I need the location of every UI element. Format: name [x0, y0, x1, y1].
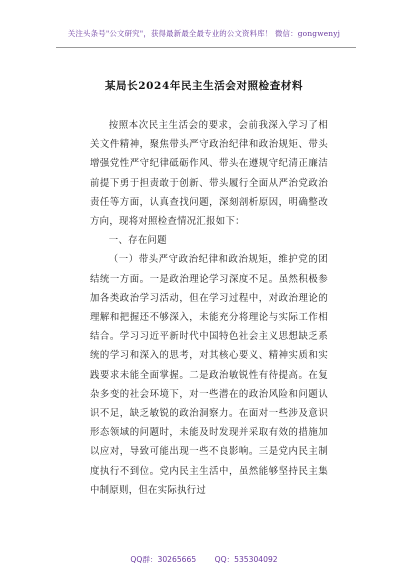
document-title: 某局长2024年民主生活会对照检查材料 — [104, 80, 304, 92]
header-note: 关注头条号"公文研究"，获得最新最全最专业的公文资料库！ 微信：gongwenyj — [67, 29, 341, 38]
section-heading: 一、存在问题 — [108, 235, 167, 247]
document-body — [90, 116, 328, 500]
qq-group: QQ群：30265665 — [130, 555, 197, 564]
body-paragraph: （一）带头严守政治纪律和政治规矩，维护党的团结统一方面。一是政治理论学习深度不足。虽然积极参加各类政治学习活动，但在学习过程中，对政治理论的理解和把握还不够深入，未能充分将理论与实际工作相结合。学习习近平新时代中国特色社会主义思想缺乏系统的学习和深入的思考，对其核心要义、精神实质和实践要求未能全面掌握。二是政治敏锐性有待提高。在复杂多变的社会环境下，对一些潜在的政治风险和问题认识不足，缺乏敏锐的政治洞察力。在面对一些涉及意识形态领域的问题时，未能及时发现并采取有效的措施加以应对，导致可能出现一些不良影响。三是党内民主制度执行不到位。党内民主生活中，虽然能够坚持民主集中制原则，但在实际执行过 — [90, 254, 328, 496]
qq-number: QQ：535304092 — [214, 555, 278, 564]
intro-paragraph: 按照本次民主生活会的要求，会前我深入学习了相关文件精神，聚焦带头严守政治纪律和政治规矩、带头增强党性严守纪律砥砺作风、带头在遵规守纪清正廉洁前提下勇于担责敢于创新、带头履行全面从严治党政治责任等方面，认真查找问题，深刻剖析原因，明确整改方向，现将对照检查情况汇报如下： — [90, 120, 328, 228]
footer-contact — [0, 554, 408, 565]
header-divider — [56, 47, 356, 48]
